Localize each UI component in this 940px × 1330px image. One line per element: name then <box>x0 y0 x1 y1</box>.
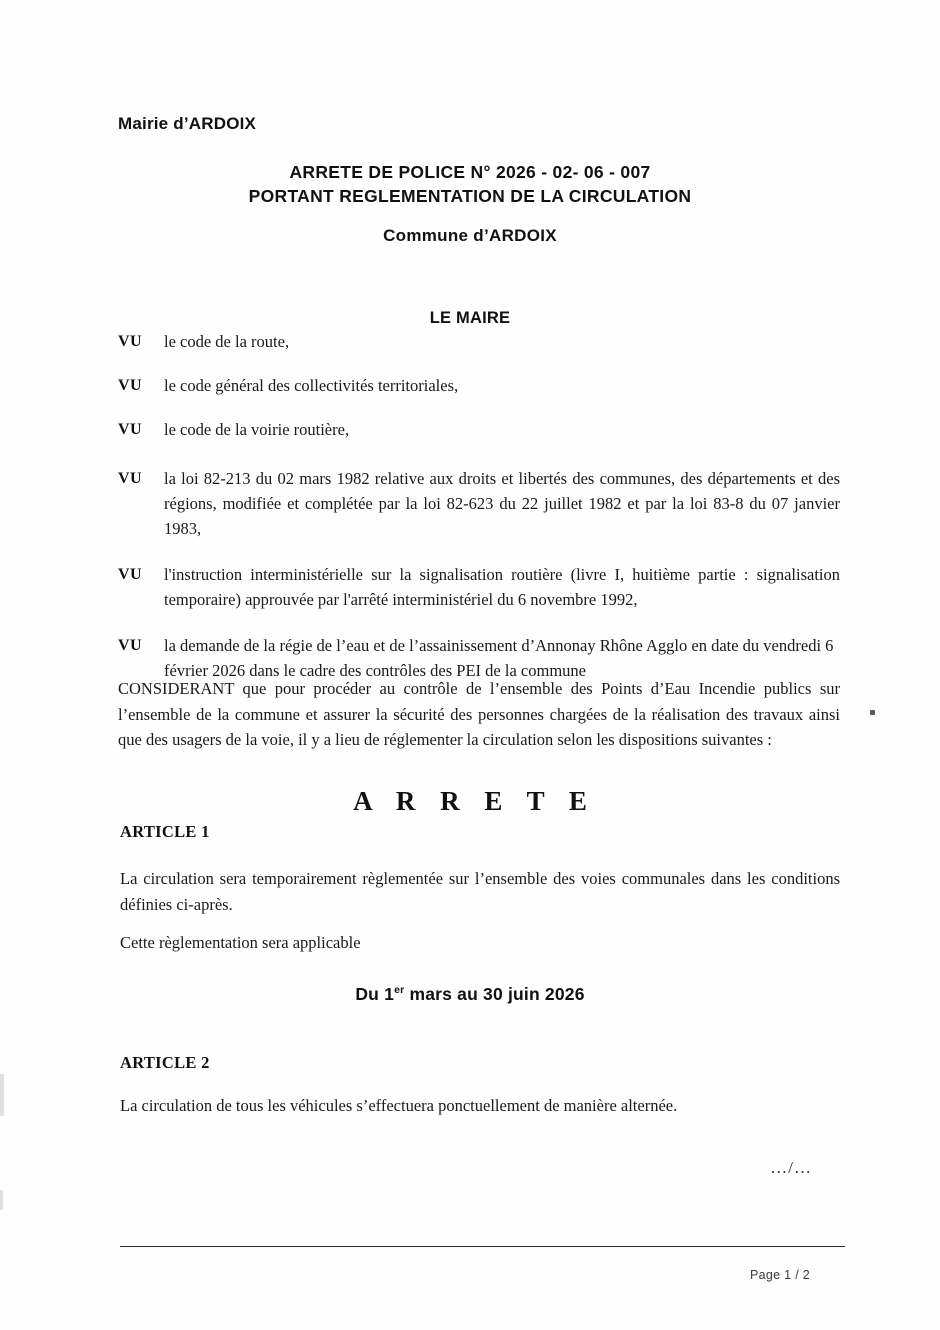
date-suffix: mars au 30 juin 2026 <box>404 984 585 1004</box>
vu-clause-item <box>118 466 840 541</box>
vu-label: VU <box>118 566 142 583</box>
vu-clause-item <box>118 562 840 612</box>
document-title-line-2: PORTANT REGLEMENTATION DE LA CIRCULATION <box>248 186 692 206</box>
vu-label: VU <box>118 421 142 438</box>
vu-clause-text: le code de la voirie routière, <box>164 420 350 439</box>
scan-artifact-edge <box>0 1074 4 1116</box>
article-2-heading: ARTICLE 2 <box>120 1053 210 1072</box>
commune-name: Commune d’ARDOIX <box>383 226 557 245</box>
date-prefix: Du 1 <box>355 984 395 1004</box>
article-1-paragraph: La circulation sera temporairement règlementée sur l’ensemble des voies communales dans les conditions définies ci-après. <box>120 869 840 914</box>
date-ordinal-suffix: er <box>394 984 405 997</box>
arrete-heading: A R R E T E <box>353 786 596 816</box>
vu-label: VU <box>118 637 142 654</box>
vu-clause-item <box>118 329 840 354</box>
page-indicator: Page 1 / 2 <box>750 1268 810 1282</box>
vu-clause-text: le code général des collectivités territoriales, <box>164 376 459 395</box>
applicability-paragraph: Cette règlementation sera applicable <box>120 933 361 952</box>
continuation-marker: …/… <box>770 1158 812 1177</box>
document-title-line-1: ARRETE DE POLICE N° 2026 - 02- 06 - 007 <box>289 162 651 182</box>
considerant-paragraph: CONSIDERANT que pour procéder au contrôle de l’ensemble des Points d’Eau Incendie publics sur l’ensemble de la commune et assurer la sécurité des personnes chargées de la réalisation des travaux ainsi que des usagers de la voie, il y a lieu de réglementer la circulation selon les dispositions suivantes : <box>118 679 840 749</box>
applicability-date-range <box>0 984 940 1005</box>
vu-label: VU <box>118 333 142 350</box>
scan-artifact-edge <box>0 1190 3 1210</box>
article-2-paragraph: La circulation de tous les véhicules s’effectuera ponctuellement de manière alternée. <box>120 1096 678 1115</box>
vu-clause-item <box>118 417 840 442</box>
document-title <box>0 160 940 208</box>
vu-clause-text: le code de la route, <box>164 332 290 351</box>
vu-clause-item <box>118 373 840 398</box>
article-1-heading: ARTICLE 1 <box>120 822 210 841</box>
authority-heading: LE MAIRE <box>429 309 511 327</box>
vu-label: VU <box>118 377 142 394</box>
vu-clause-text: la demande de la régie de l’eau et de l’assainissement d’Annonay Rhône Agglo en date du vendredi 6 février 2026 dans le cadre des contrôles des PEI de la commune <box>164 636 834 680</box>
vu-label: VU <box>118 470 142 487</box>
issuing-authority-name: Mairie d’ARDOIX <box>118 114 257 133</box>
vu-clause-list <box>118 329 840 683</box>
footer-divider <box>120 1246 845 1247</box>
vu-clause-text: l'instruction interministérielle sur la signalisation routière (livre I, huitième partie : signalisation temporaire) approuvée par l'arrêté interministériel du 6 novembre 1992, <box>164 565 840 609</box>
scan-artifact-speck <box>870 710 875 715</box>
vu-clause-text: la loi 82-213 du 02 mars 1982 relative aux droits et libertés des communes, des départements et des régions, modifiée et complétée par la loi 82-623 du 22 juillet 1982 et par la loi 83-8 du 07 janvier 1983, <box>164 469 840 538</box>
